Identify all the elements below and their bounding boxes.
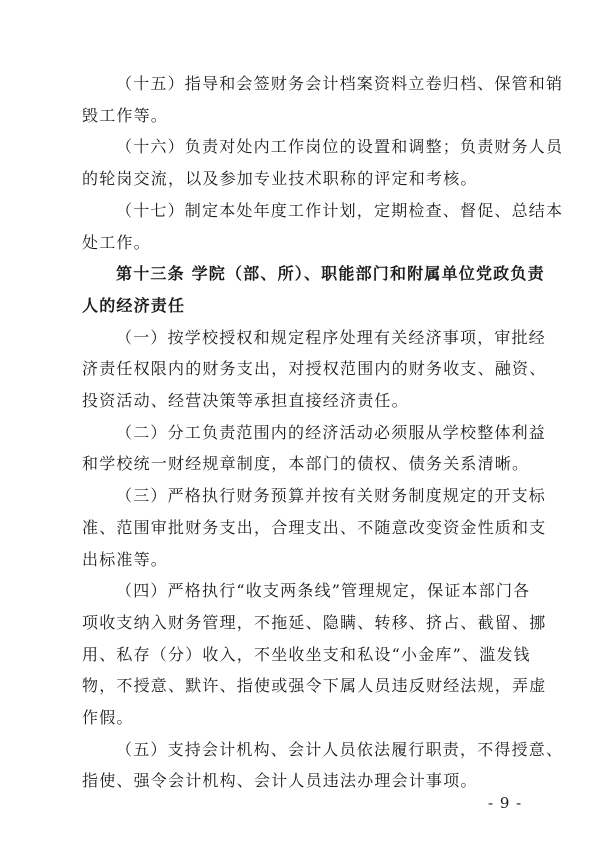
article-heading-line: 第十三条 学院（部、所）、职能部门和附属单位党政负责: [116, 264, 545, 283]
text-line: 作假。: [82, 708, 134, 727]
text-line: （十六）负责对处内工作岗位的设置和调整；负责财务人员: [116, 137, 564, 156]
text-line: 和学校统一财经规章制度，本部门的债权、债务关系清晰。: [82, 454, 530, 473]
article-heading-line: 人的经济责任: [82, 296, 186, 315]
page-number: - 9 -: [488, 794, 523, 812]
text-line: （二）分工负责范围内的经济活动必须服从学校整体利益: [116, 423, 547, 442]
text-line: （四）严格执行“收支两条线”管理规定，保证本部门各: [116, 581, 531, 600]
text-line: 投资活动、经营决策等承担直接经济责任。: [82, 391, 409, 410]
text-line: 指使、强令会计机构、会计人员违法办理会计事项。: [82, 771, 478, 790]
text-line: （三）严格执行财务预算并按有关财务制度规定的开支标: [116, 486, 547, 505]
text-line: （十五）指导和会签财务会计档案资料立卷归档、保管和销: [116, 74, 564, 93]
text-line: （五）支持会计机构、会计人员依法履行职责，不得授意、: [116, 740, 564, 759]
text-line: 物，不授意、默许、指使或强令下属人员违反财经法规，弄虚: [82, 676, 547, 695]
text-line: 项收支纳入财务管理，不拖延、隐瞒、转移、挤占、截留、挪: [82, 613, 547, 632]
text-line: 毁工作等。: [82, 106, 169, 125]
text-line: 的轮岗交流，以及参加专业技术职称的评定和考核。: [82, 169, 478, 188]
text-line: 处工作。: [82, 233, 151, 252]
text-line: （一）按学校授权和规定程序处理有关经济事项，审批经: [116, 328, 547, 347]
text-line: 出标准等。: [82, 550, 169, 569]
text-line: 准、范围审批财务支出，合理支出、不随意改变资金性质和支: [82, 518, 547, 537]
text-line: 用、私存（分）收入，不坐收坐支和私设“小金库”、滥发钱: [82, 645, 531, 664]
text-line: 济责任权限内的财务支出，对授权范围内的财务收支、融资、: [82, 359, 547, 378]
text-line: （十七）制定本处年度工作计划，定期检查、督促、总结本: [116, 201, 564, 220]
